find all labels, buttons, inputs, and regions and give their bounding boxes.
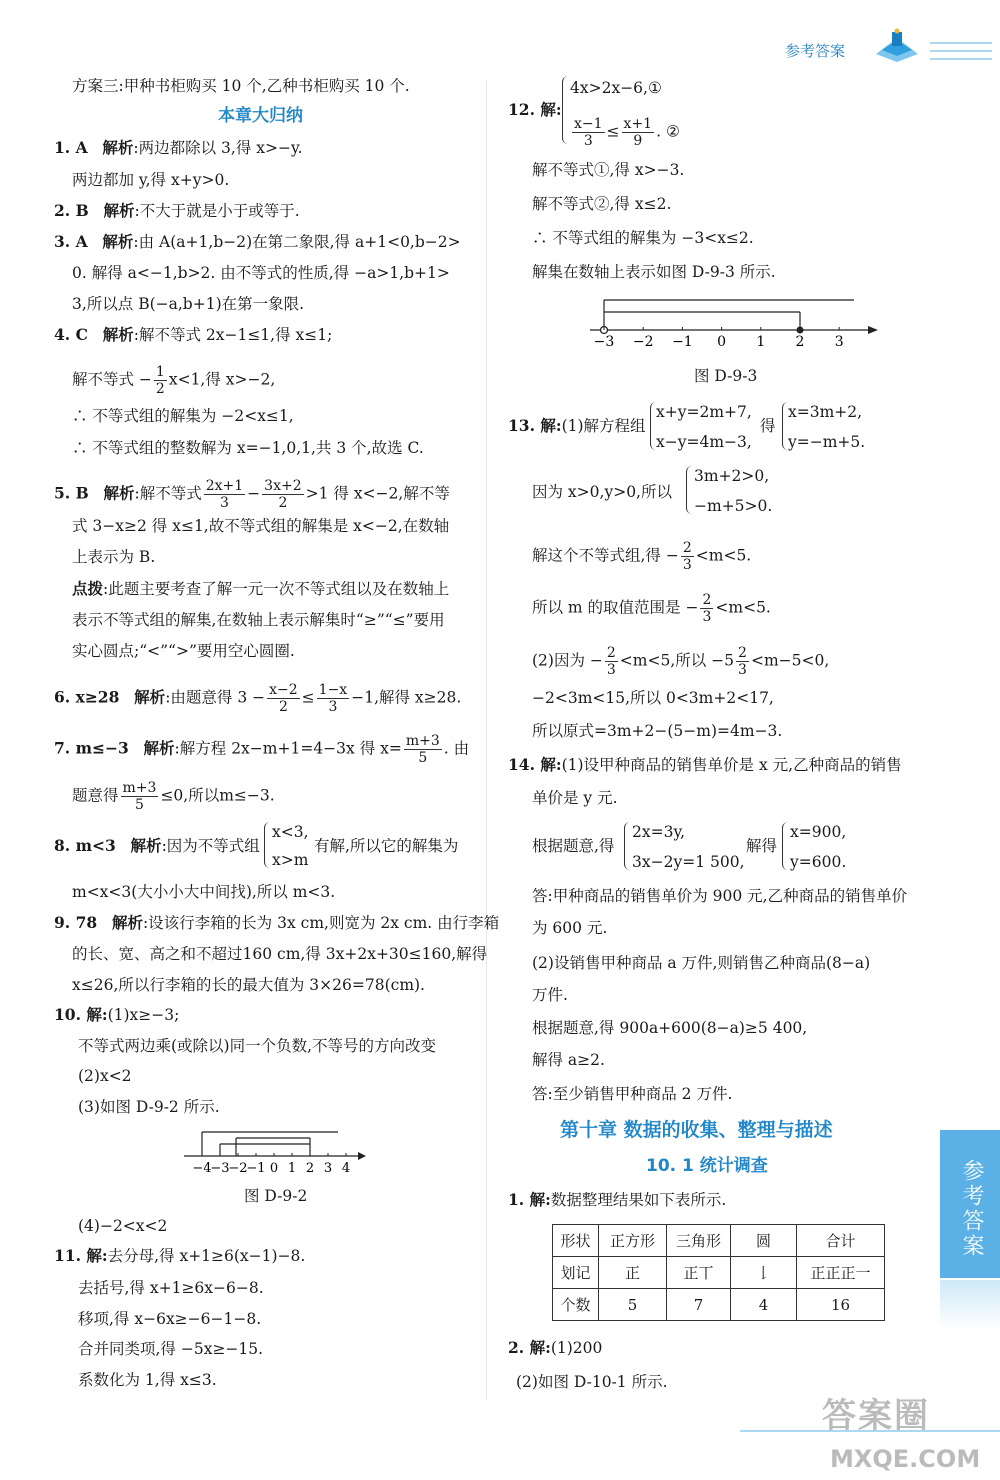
text-line: 上表示为 B. xyxy=(72,548,156,566)
tick-label: 2 xyxy=(305,1161,315,1174)
side-tab: 参考答案 xyxy=(940,1130,1000,1278)
text-line: ∴ 不等式组的整数解为 x=−1,0,1,共 3 个,故选 C. xyxy=(72,439,424,457)
text-line: 实心圆点;“<”“>”要用空心圆圈. xyxy=(72,642,295,660)
number-line-figure-1 xyxy=(180,1124,370,1174)
system-row: 4x>2x−6,① xyxy=(570,79,662,97)
text-line: 答:甲种商品的销售单价为 900 元,乙种商品的销售单价 xyxy=(532,887,908,905)
tick-label: 3 xyxy=(834,334,844,350)
system-row: x=900, xyxy=(790,823,847,841)
system-row: y=−m+5. xyxy=(788,433,866,451)
answer-5: 5. B 解析:解不等式 $\frac{2x+1}{3}$ − $\frac{3x+2}{2}$ >1 得 x<−2,解不等 xyxy=(54,478,450,511)
answer-2: 2. B 解析:不大于就是小于或等于. xyxy=(54,201,300,220)
text-line: (4)−2<x<2 xyxy=(78,1217,168,1235)
number-line-figure-2 xyxy=(584,292,884,354)
text-line: 合并同类项,得 −5x≥−15. xyxy=(78,1340,264,1358)
tick-label: −2 xyxy=(228,1161,248,1174)
text-line: 表示不等式组的解集,在数轴上表示解集时“≥”“≤”要用 xyxy=(72,611,445,629)
text-line: 式 3−x≥2 得 x≤1,故不等式组的解集是 x<−2,在数轴 xyxy=(72,517,450,535)
text-line: 万件. xyxy=(532,986,568,1004)
system-row: y=600. xyxy=(790,853,847,871)
answer-10: 10. 解:(1)x≥−3; xyxy=(54,1005,180,1024)
answer-14: 14. 解:(1)设甲种商品的销售单价是 x 元,乙种商品的销售 xyxy=(508,755,902,774)
text-line: 系数化为 1,得 x≤3. xyxy=(78,1371,217,1389)
tick-label: 1 xyxy=(287,1161,297,1174)
tick-label: 0 xyxy=(269,1161,279,1174)
section-title: 本章大归纳 xyxy=(218,106,303,126)
table-row: 形状 正方形 三角形 圆 合计 xyxy=(553,1225,885,1257)
text-line: 解不等式②,得 x≤2. xyxy=(532,195,672,213)
text-line: 的长、宽、高之和不超过160 cm,得 3x+2x+30≤160,解得 xyxy=(72,945,488,963)
text-line: 两边都加 y,得 x+y>0. xyxy=(72,171,230,189)
tick-label: 1 xyxy=(756,334,766,350)
text-line: 所以原式=3m+2−(5−m)=4m−3. xyxy=(532,722,783,740)
text-line: 解得 a≥2. xyxy=(532,1051,605,1069)
tick-label: −4 xyxy=(192,1161,212,1174)
system-row: 3m+2>0, xyxy=(694,467,770,485)
text-line: 解不等式 − $\frac{1}{2}$ x<1,得 x>−2, xyxy=(72,364,276,397)
text-line: 0. 解得 a<−1,b>2. 由不等式的性质,得 −a>1,b+1> xyxy=(72,264,450,282)
text-line: (2)x<2 xyxy=(78,1067,132,1085)
text-line: −2<3m<15,所以 0<3m+2<17, xyxy=(532,689,774,707)
tick-label: −1 xyxy=(246,1161,266,1174)
text-line: 方案三:甲种书柜购买 10 个,乙种书柜购买 10 个. xyxy=(72,77,410,95)
system-row: $\frac{x-1}{3}$ ≤ $\frac{x+1}{9}$ . ② xyxy=(574,116,680,149)
system-row: −m+5>0. xyxy=(694,497,773,515)
chapter-title: 第十章 数据的收集、整理与描述 xyxy=(560,1119,833,1141)
answer-13: 13. 解:(1)解方程组 xyxy=(508,416,646,435)
text-line: m<x<3(大小小大中间找),所以 m<3. xyxy=(72,883,336,901)
answer-8: 8. m<3 解析:因为不等式组 xyxy=(54,836,260,855)
text-line: (3)如图 D-9-2 所示. xyxy=(78,1098,220,1116)
text-line: 不等式两边乘(或除以)同一个负数,不等号的方向改变 xyxy=(78,1037,437,1055)
answer-1: 1. A 解析:两边都除以 3,得 x>−y. xyxy=(54,138,303,157)
tick-label: 4 xyxy=(341,1161,351,1174)
watermark-url: MXQE.COM xyxy=(830,1445,981,1473)
system-row: x>m xyxy=(272,851,309,869)
text-line: 解得 xyxy=(746,837,778,855)
text-line: 题意得 $\frac{m+3}{5}$ ≤0,所以m≤−3. xyxy=(72,780,275,813)
answer-3: 3. A 解析:由 A(a+1,b−2)在第二象限,得 a+1<0,b−2> xyxy=(54,232,461,251)
answer-4: 4. C 解析:解不等式 2x−1≤1,得 x≤1; xyxy=(54,325,333,344)
text-line: 因为 x>0,y>0,所以 xyxy=(532,483,672,501)
tick-label: −2 xyxy=(632,334,654,350)
text-line: ∴ 不等式组的解集为 −3<x≤2. xyxy=(532,229,754,247)
text-line: (2)因为 − $\frac{2}{3}$ <m<5,所以 −5 $\frac{2}{3}$ <m−5<0, xyxy=(532,645,830,678)
text-line: 得 xyxy=(760,417,776,435)
answer-9: 9. 78 解析:设该行李箱的长为 3x cm,则宽为 2x cm. 由行李箱 xyxy=(54,913,500,932)
figure-caption: 图 D-9-2 xyxy=(244,1187,308,1205)
tick-label: 0 xyxy=(717,334,727,350)
subsection-title: 10. 1 统计调查 xyxy=(646,1156,768,1176)
tick-label: 3 xyxy=(323,1161,333,1174)
system-row: x+y=2m+7, xyxy=(656,403,752,421)
watermark: 答案圈 xyxy=(822,1396,930,1436)
system-row: x<3, xyxy=(272,823,309,841)
text-line: 3,所以点 B(−a,b+1)在第一象限. xyxy=(72,295,305,313)
figure-caption: 图 D-9-3 xyxy=(694,367,758,385)
text-line: 根据题意,得 900a+600(8−a)≥5 400, xyxy=(532,1019,808,1037)
text-line: 点拨:此题主要考查了解一元一次不等式组以及在数轴上 xyxy=(72,579,450,598)
system-row: x=3m+2, xyxy=(788,403,863,421)
system-row: 3x−2y=1 500, xyxy=(632,853,745,871)
answer-p1: 1. 解:数据整理结果如下表所示. xyxy=(508,1190,727,1209)
system-row: x−y=4m−3, xyxy=(656,433,752,451)
text-line: x≤26,所以行李箱的长的最大值为 3×26=78(cm). xyxy=(72,976,425,994)
text-line: 为 600 元. xyxy=(532,919,608,937)
book-stack-icon xyxy=(872,28,922,64)
answer-p2: 2. 解:(1)200 xyxy=(508,1338,603,1357)
answer-12: 12. 解: xyxy=(508,100,562,119)
table-row: 个数 5 7 4 16 xyxy=(553,1289,885,1321)
text-line: 答:至少销售甲种商品 2 万件. xyxy=(532,1085,733,1103)
text-line: (2)如图 D-10-1 所示. xyxy=(516,1373,668,1391)
text-line: 解集在数轴上表示如图 D-9-3 所示. xyxy=(532,263,776,281)
text-line: 单价是 y 元. xyxy=(532,789,618,807)
header-label: 参考答案 xyxy=(785,42,846,60)
text-line: 根据题意,得 xyxy=(532,837,615,855)
answer-11: 11. 解:去分母,得 x+1≥6(x−1)−8. xyxy=(54,1246,306,1265)
tally-table xyxy=(552,1224,885,1321)
tick-label: 2 xyxy=(795,334,805,350)
tick-label: −3 xyxy=(210,1161,230,1174)
answer-7: 7. m≤−3 解析:解方程 2x−m+1=4−3x 得 x= $\frac{m+3}{5}$ . 由 xyxy=(54,733,470,766)
answer-6: 6. x≥28 解析:由题意得 3 − $\frac{x-2}{2}$ ≤ $\frac{1-x}{3}$ −1,解得 x≥28. xyxy=(54,682,462,715)
tick-label: −3 xyxy=(593,334,615,350)
text-line: 所以 m 的取值范围是 − $\frac{2}{3}$ <m<5. xyxy=(532,592,771,625)
text-line: 解不等式①,得 x>−3. xyxy=(532,161,685,179)
text-line: 解这个不等式组,得 − $\frac{2}{3}$ <m<5. xyxy=(532,540,752,573)
table-row: 划记 正 正丅 𠄌 正正正一 xyxy=(553,1257,885,1289)
text-line: 有解,所以它的解集为 xyxy=(314,837,459,855)
text-line: (2)设销售甲种商品 a 万件,则销售乙种商品(8−a) xyxy=(532,954,871,972)
text-line: 去括号,得 x+1≥6x−6−8. xyxy=(78,1279,264,1297)
system-row: 2x=3y, xyxy=(632,823,686,841)
text-line: ∴ 不等式组的解集为 −2<x≤1, xyxy=(72,407,294,425)
tick-label: −1 xyxy=(672,334,693,350)
text-line: 移项,得 x−6x≥−6−1−8. xyxy=(78,1310,262,1328)
